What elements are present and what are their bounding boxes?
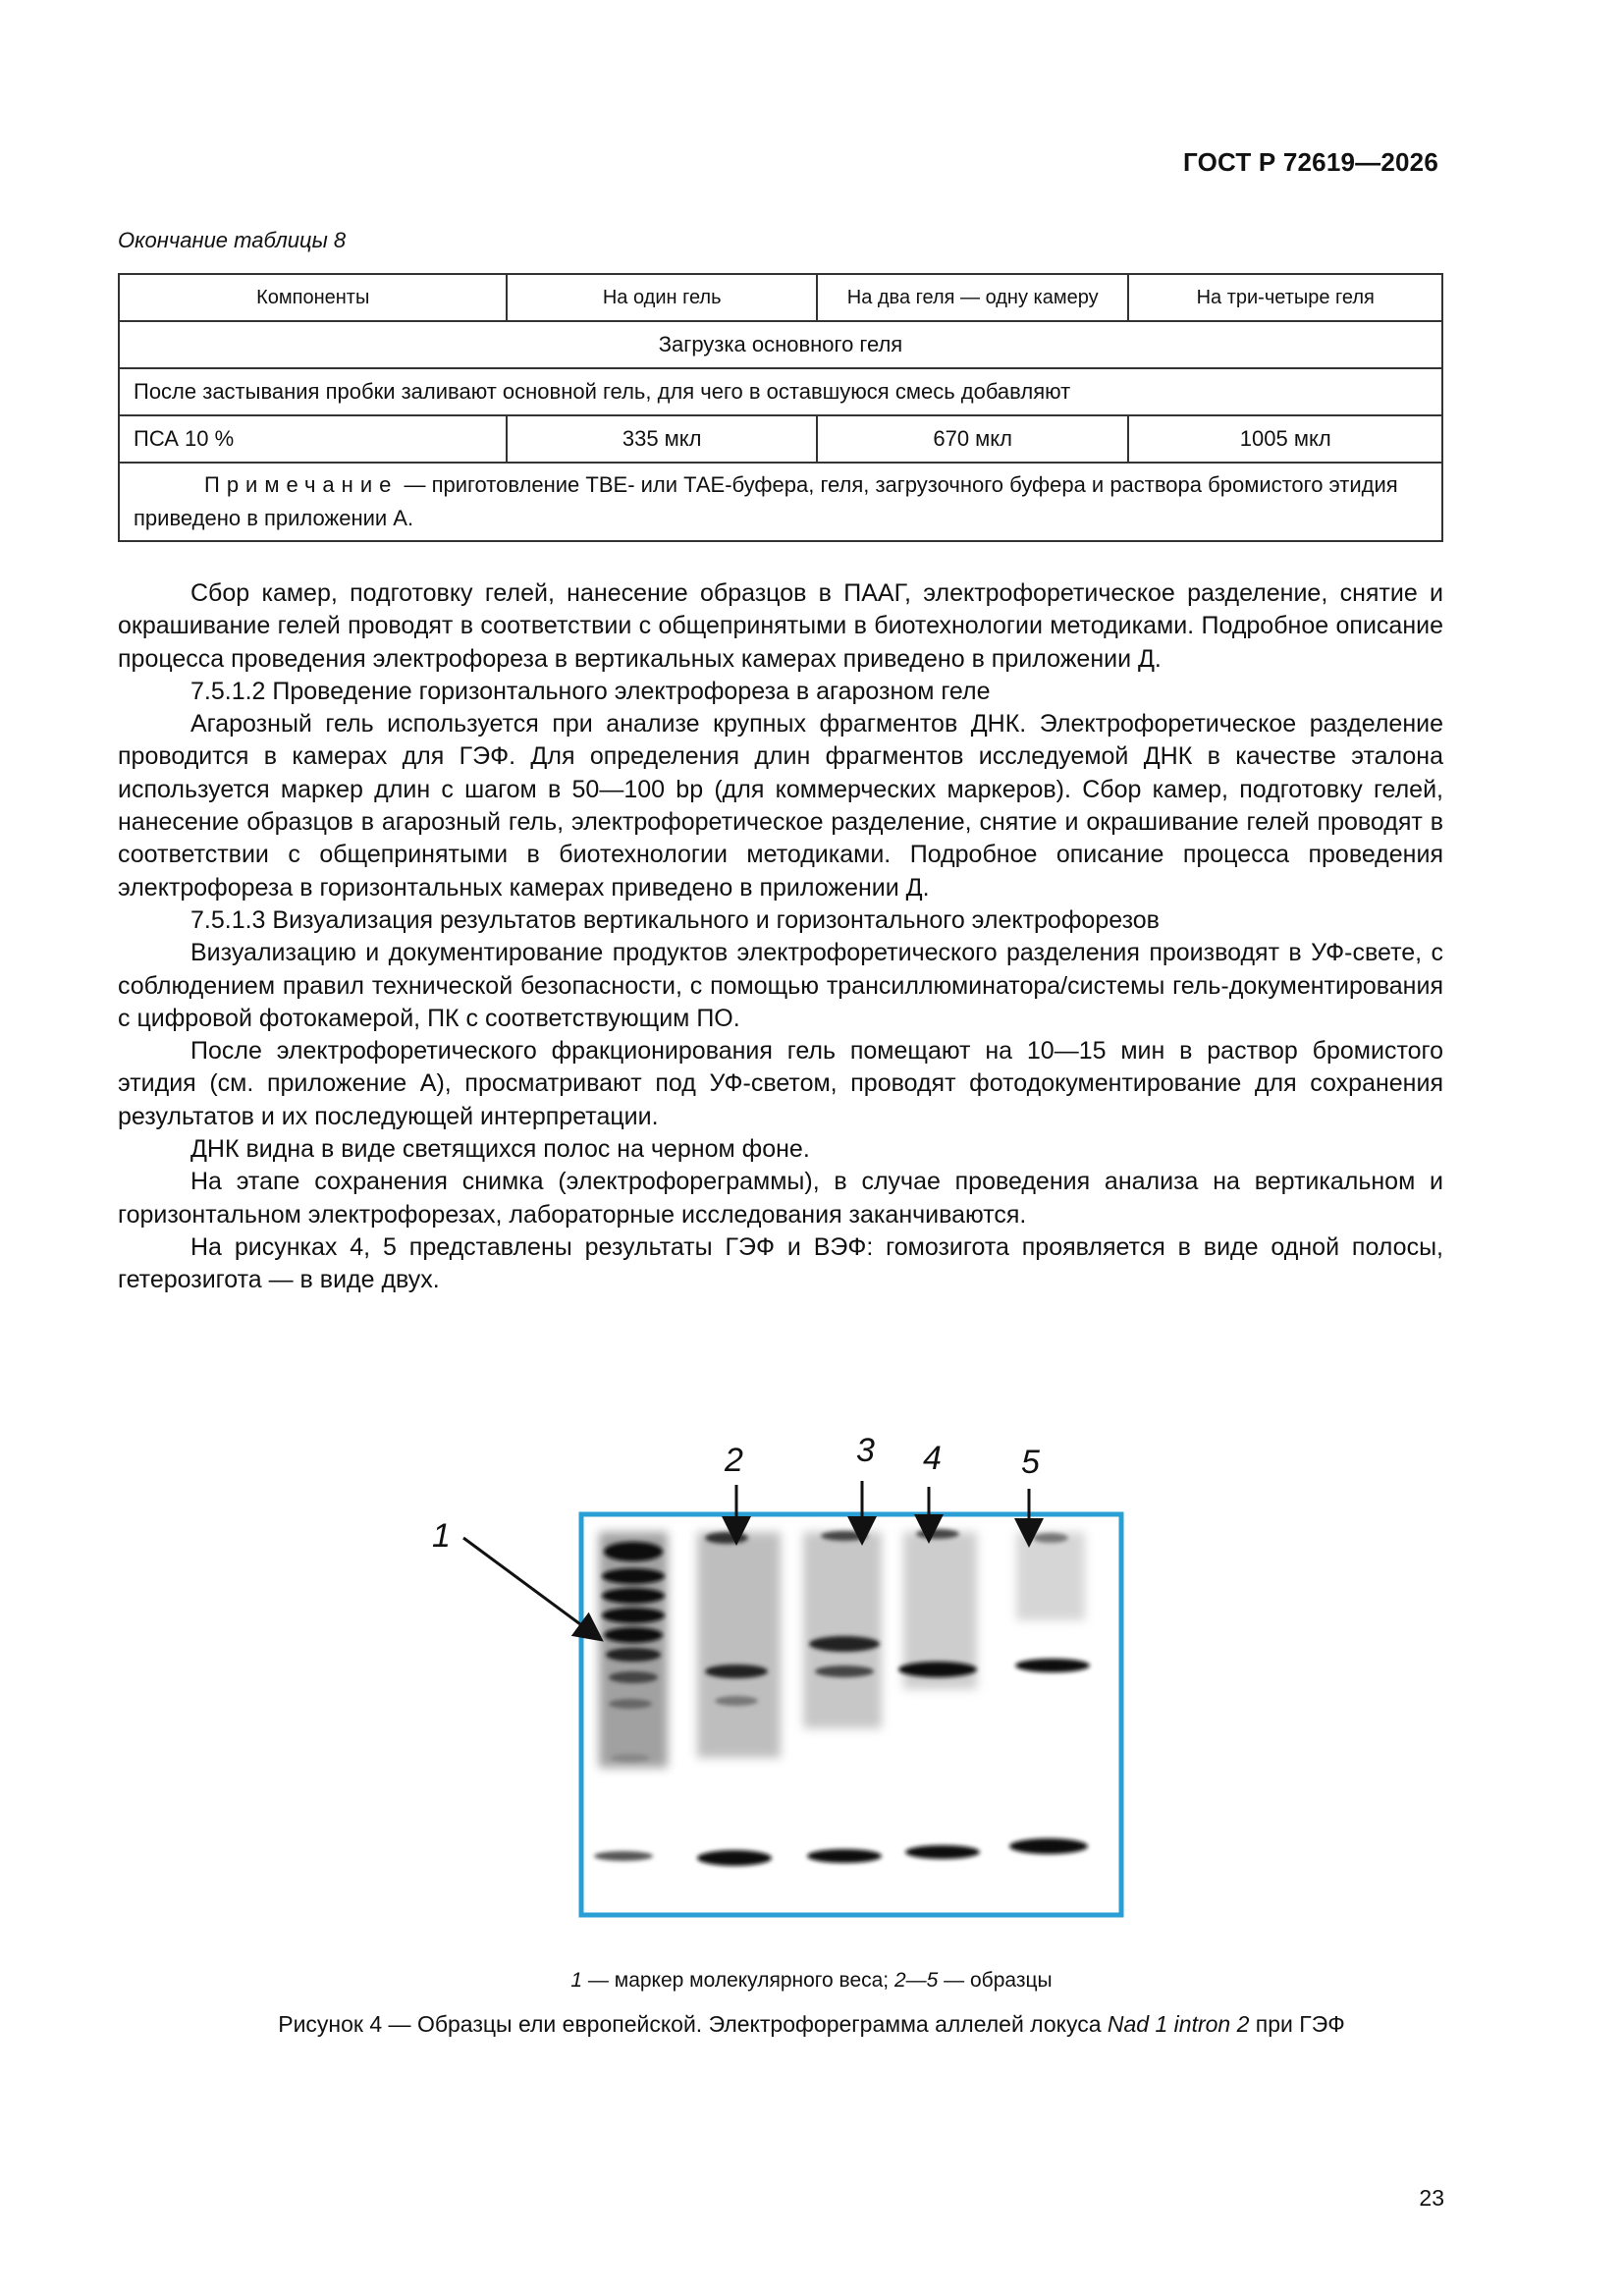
- table-cell: 335 мкл: [507, 415, 816, 463]
- table-8: [118, 273, 1443, 542]
- figure-title: Рисунок 4 — Образцы ели европейской. Электрофореграмма аллелей локуса Nad 1 intron 2 при ГЭФ: [278, 2011, 1345, 2037]
- table-header-row: [119, 274, 1442, 321]
- table-note: [119, 463, 1442, 541]
- paragraph: На этапе сохранения снимка (электрофореграммы), в случае проведения анализа на вертикальном и горизонтальном электрофорезах, лабораторные исследования заканчиваются.: [118, 1168, 1443, 1229]
- table-caption: Окончание таблицы 8: [118, 228, 347, 252]
- lane-label-2: 2: [725, 1442, 743, 1479]
- lane-label-1: 1: [432, 1517, 451, 1555]
- instruction-text: После застывания пробки заливают основной гель, для чего в оставшуюся смесь добавляют: [119, 368, 1442, 415]
- column-header: Компоненты: [119, 274, 507, 321]
- paragraph: После электрофоретического фракционирования гель помещают на 10—15 мин в раствор бромистого этидия (см. приложение А), просматривают под УФ-светом, проводят фотодокументирование для сохранения результатов и их последующей интерпретации.: [118, 1037, 1443, 1130]
- table-cell: 670 мкл: [817, 415, 1129, 463]
- paragraph: Агарозный гель используется при анализе крупных фрагментов ДНК. Электрофоретическое разделение проводится в камерах для ГЭФ. Для определения длин фрагментов исследуемой ДНК в качестве эталона используется маркер длин с шагом в 50—100 bp (для коммерческих маркеров). Сбор камер, подготовку гелей, нанесение образцов в агарозный гель, электрофоретическое разделение, снятие и окрашивание гелей проводят в соответствии с общепринятыми в биотехнологии методиками. Подробное описание процесса проведения электрофореза в горизонтальных камерах приведено в приложении Д.: [118, 710, 1443, 902]
- table-note-row: [119, 463, 1442, 541]
- electrophoregram-figure: [412, 1394, 1198, 1944]
- arrow-lane-1: [463, 1538, 599, 1638]
- section-heading: 7.5.1.3 Визуализация результатов вертикального и горизонтального электрофорезов: [190, 905, 1160, 934]
- column-header: На один гель: [507, 274, 816, 321]
- table-section-row: [119, 321, 1442, 368]
- gel-image: [412, 1394, 1198, 1944]
- section-heading: 7.5.1.2 Проведение горизонтального электрофореза в агарозном геле: [190, 677, 991, 705]
- body-text: [118, 577, 1443, 1297]
- paragraph: Визуализацию и документирование продуктов электрофоретического разделения производят в УФ-свете, с соблюдением правил технической безопасности, с помощью трансиллюминатора/системы гель-документирования с цифровой фотокамерой, ПК с соответствующим ПО.: [118, 939, 1443, 1032]
- lane-label-5: 5: [1021, 1444, 1040, 1481]
- table-cell-component: ПСА 10 %: [119, 415, 507, 463]
- section-title: Загрузка основного геля: [119, 321, 1442, 368]
- note-text: — приготовление ТВЕ- или ТАЕ-буфера, геля, загрузочного буфера и раствора бромистого этидия приведено в приложении А.: [134, 472, 1398, 530]
- lane-label-3: 3: [856, 1432, 875, 1469]
- table-instruction-row: [119, 368, 1442, 415]
- paragraph: На рисунках 4, 5 представлены результаты ГЭФ и ВЭФ: гомозигота проявляется в виде одной полосы, гетерозигота — в виде двух.: [118, 1232, 1443, 1294]
- page-number: 23: [1419, 2185, 1444, 2211]
- column-header: На три-четыре геля: [1128, 274, 1442, 321]
- paragraph: ДНК видна в виде светящихся полос на черном фоне.: [190, 1135, 810, 1164]
- note-label: Примечание: [204, 472, 399, 497]
- figure-legend: 1 — маркер молекулярного веса; 2—5 — образцы: [570, 1969, 1053, 1992]
- table-cell: 1005 мкл: [1128, 415, 1442, 463]
- column-header: На два геля — одну камеру: [817, 274, 1129, 321]
- lane-label-4: 4: [923, 1440, 942, 1477]
- document-standard-number: ГОСТ Р 72619—2026: [1183, 147, 1438, 177]
- paragraph: Сбор камер, подготовку гелей, нанесение образцов в ПААГ, электрофоретическое разделение, снятие и окрашивание гелей проводят в соответствии с общепринятыми в биотехнологии методиками. Подробное описание процесса проведения электрофореза в вертикальных камерах приведено в приложении Д.: [118, 579, 1443, 673]
- table-row: [119, 415, 1442, 463]
